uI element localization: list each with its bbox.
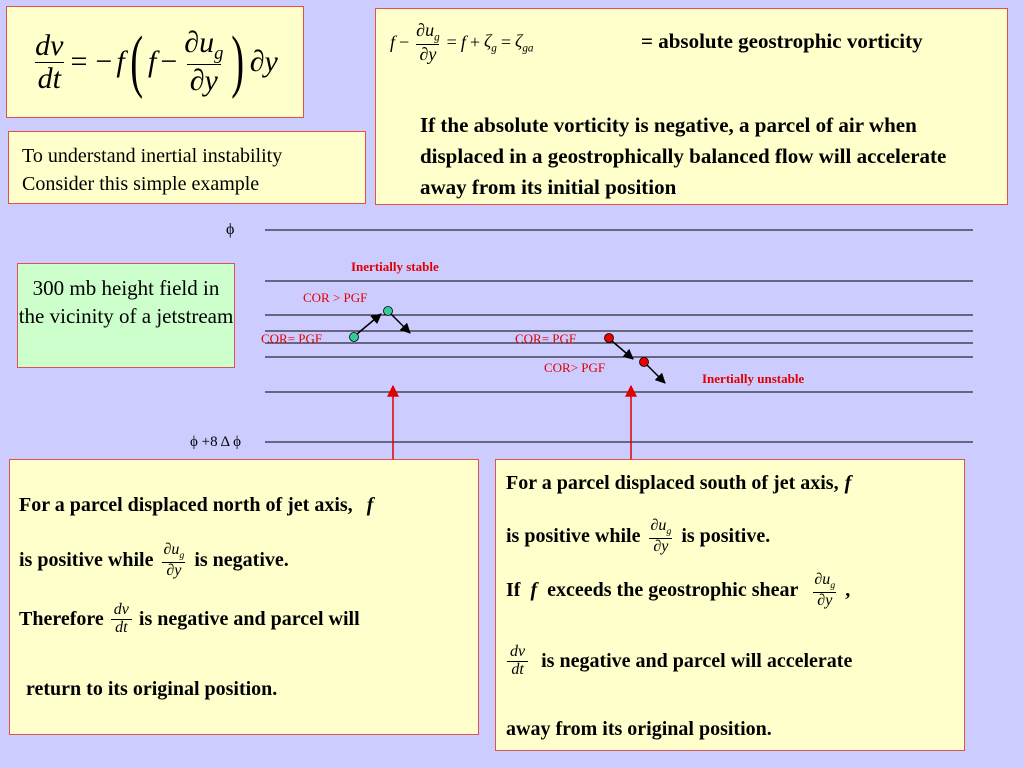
g-subscript: g <box>179 550 185 562</box>
dug-numerator: ∂u <box>416 20 435 40</box>
phi-label: ϕ <box>226 221 235 238</box>
parcel-north-displaced <box>384 307 393 316</box>
south-line-4: is negative and parcel will accelerate <box>541 649 853 672</box>
height-contours <box>265 230 973 442</box>
phi-plus-8-delta-phi-label: ϕ +8 Δ ϕ <box>190 434 241 450</box>
f-symbol: f <box>390 32 396 53</box>
g-subscript: g <box>214 43 224 65</box>
dt-denominator: dt <box>35 62 64 95</box>
geostrophic-shear-fraction <box>810 572 839 609</box>
dug-numerator: ∂u <box>184 26 215 60</box>
equals-sign: = <box>446 32 457 53</box>
dy-denominator: ∂y <box>649 538 672 556</box>
cor-eq-pgf-right-label: COR= PGF <box>515 331 577 346</box>
dv-numerator: dv <box>510 643 526 660</box>
plus-sign: + <box>469 32 480 53</box>
shear-fraction <box>646 518 675 555</box>
f-symbol: f <box>844 472 852 494</box>
intro-box <box>8 131 366 204</box>
f-symbol-2: f <box>530 579 538 602</box>
north-line-3b: is negative and parcel will <box>138 607 360 630</box>
dy-denominator: ∂y <box>813 592 836 610</box>
dv-numerator: dv <box>113 601 129 618</box>
south-arrow-2 <box>647 365 665 383</box>
f-symbol: f <box>366 494 374 516</box>
north-line-2b: is negative. <box>194 549 289 572</box>
north-line-1: For a parcel displaced north of jet axis, <box>19 494 353 516</box>
dt-denominator: dt <box>111 619 131 637</box>
delta-y: ∂y <box>249 45 278 78</box>
dy-denominator: ∂y <box>187 64 221 97</box>
absolute-vorticity-formula <box>390 21 533 64</box>
south-line-3a: If <box>506 579 521 602</box>
zeta-ga: ζ <box>515 30 523 51</box>
north-line-2a: is positive while <box>19 549 154 572</box>
north-line-3a: Therefore <box>19 607 104 630</box>
south-line-5: away from its original position. <box>506 718 772 740</box>
inertially-unstable-label: Inertially unstable <box>702 371 805 386</box>
coriolis-f: f <box>116 45 125 78</box>
dt-denominator: dt <box>507 661 527 679</box>
parcel-south-displaced <box>640 358 649 367</box>
intro-line-1: To understand inertial instability <box>22 145 283 167</box>
zeta-g: ζ <box>483 30 492 51</box>
height-field-text: 300 mb height field in the vicinity of a jetstream <box>18 276 234 328</box>
g-subscript: g <box>666 526 672 538</box>
south-line-2b: is positive. <box>681 525 771 548</box>
dug-numerator: ∂u <box>163 541 180 558</box>
dvdt-fraction <box>110 602 133 637</box>
cor-gt-pgf-south-label: COR> PGF <box>544 360 606 375</box>
south-line-1: For a parcel displaced south of jet axis, <box>506 472 839 494</box>
g-subscript: g <box>491 42 497 55</box>
shear-fraction <box>181 27 226 96</box>
dug-numerator: ∂u <box>650 517 667 534</box>
absolute-vorticity-box <box>375 8 1008 205</box>
north-arrow-2 <box>390 313 410 333</box>
south-line-2a: is positive while <box>506 525 641 548</box>
left-paren: ( <box>129 23 143 100</box>
parcel-north-start <box>350 333 359 342</box>
instability-explanation: If the absolute vorticity is negative, a parcel of air when displaced in a geostrophically balanced flow will accelerate away from its initial position <box>420 113 947 199</box>
cor-eq-pgf-left-label: COR= PGF <box>261 331 323 346</box>
minus-sign: − <box>95 45 113 78</box>
equation-dvdt-box <box>6 6 304 118</box>
minus-sign: − <box>399 32 410 53</box>
absolute-vorticity-label: = absolute geostrophic vorticity <box>641 29 923 53</box>
dy-denominator: ∂y <box>162 562 185 580</box>
coriolis-f-inner: f <box>147 45 157 78</box>
f-symbol-2: f <box>460 32 466 53</box>
dv-numerator: dv <box>35 29 64 62</box>
inertially-stable-label: Inertially stable <box>351 259 439 274</box>
intro-line-2: Consider this simple example <box>22 173 260 195</box>
right-paren: ) <box>231 23 245 100</box>
dvdt-fraction <box>32 30 66 94</box>
dug-numerator: ∂u <box>814 571 831 588</box>
south-arrow-1 <box>612 341 633 359</box>
south-displacement-box <box>495 459 965 751</box>
dvdt-fraction <box>506 644 529 679</box>
minus-sign-inner: − <box>160 45 178 78</box>
cor-gt-pgf-north-label: COR > PGF <box>303 290 368 305</box>
parcel-south-start <box>605 334 614 343</box>
south-line-3b: exceeds the geostrophic shear <box>547 579 799 602</box>
north-line-4: return to its original position. <box>26 678 278 700</box>
comma: , <box>845 579 851 602</box>
north-displacement-box <box>9 459 479 735</box>
equals-sign: = <box>70 45 88 78</box>
height-field-box <box>17 263 235 368</box>
dy-denominator: ∂y <box>416 44 439 64</box>
g-subscript: g <box>830 580 836 592</box>
g-subscript: g <box>434 31 440 44</box>
shear-fraction <box>413 21 442 64</box>
ga-subscript: ga <box>522 42 534 55</box>
equals-sign-2: = <box>500 32 512 53</box>
north-arrow-1 <box>357 314 381 334</box>
shear-fraction <box>159 542 188 579</box>
